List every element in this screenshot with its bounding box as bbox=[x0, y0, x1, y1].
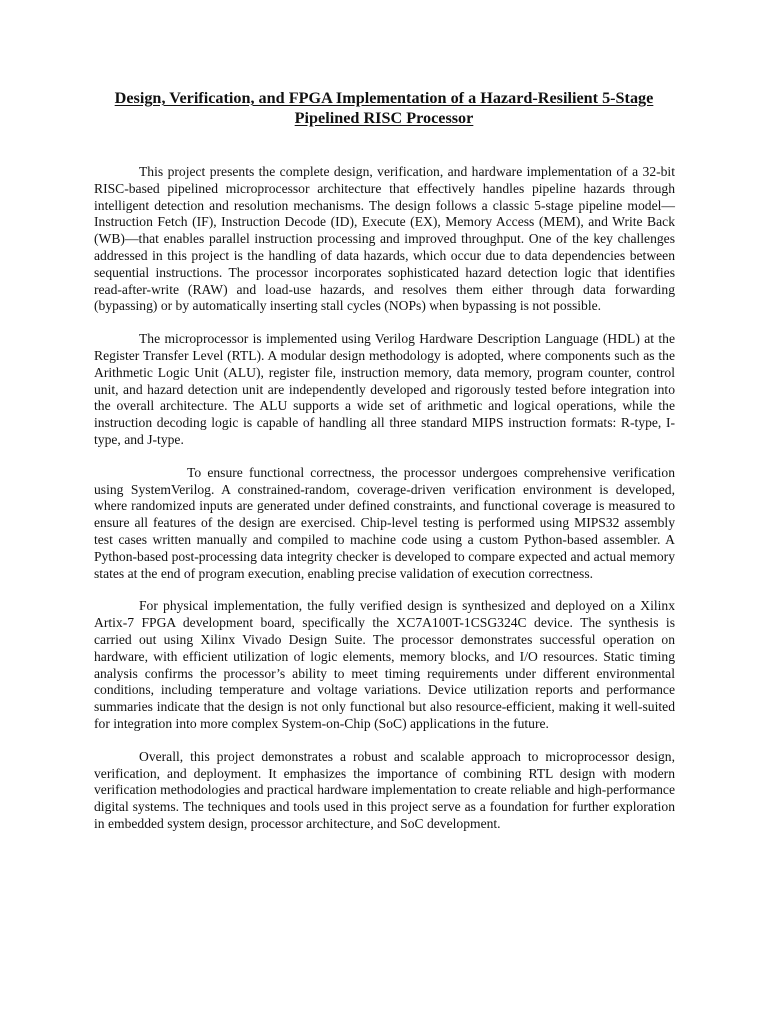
paragraph-implementation: The microprocessor is implemented using Verilog Hardware Description Language (HDL) at the Register Transfer Level (RTL). A modular design methodology is adopted, where components such as the Arithmetic Logic Unit (ALU), register file, instruction memory, data memory, program counter, control unit, and hazard detection unit are independently developed and rigorously tested before integration into the overall architecture. The ALU supports a wide set of arithmetic and logical operations, while the instruction decoding logic is capable of handling all three standard MIPS instruction formats: R-type, I-type, and J-type. bbox=[94, 331, 675, 447]
document-title: Design, Verification, and FPGA Implementation of a Hazard-Resilient 5-Stage Pipelined RISC Processor bbox=[114, 89, 654, 127]
paragraph-physical-implementation: For physical implementation, the fully verified design is synthesized and deployed on a Xilinx Artix-7 FPGA development board, specifically the XC7A100T-1CSG324C device. The synthesis is carried out using Xilinx Vivado Design Suite. The processor demonstrates successful operation on hardware, with efficient utilization of logic elements, memory blocks, and I/O resources. Static timing analysis confirms the processor’s ability to meet timing requirements under different environmental conditions, including temperature and voltage variations. Device utilization reports and performance summaries indicate that the design is not only functional but also resource-efficient, making it well-suited for integration into more complex System-on-Chip (SoC) applications in the future. bbox=[94, 598, 675, 731]
paragraph-verification: To ensure functional correctness, the processor undergoes comprehensive verification using SystemVerilog. A constrained-random, coverage-driven verification environment is developed, where randomized inputs are generated under defined constraints, and functional coverage is measured to ensure all features of the design are exercised. Chip-level testing is performed using MIPS32 assembly test cases written manually and compiled to machine code using a custom Python-based assembler. A Python-based post-processing data integrity checker is developed to compare expected and actual memory states at the end of program execution, enabling precise validation of execution correctness. bbox=[94, 464, 675, 581]
paragraph-conclusion: Overall, this project demonstrates a robust and scalable approach to microprocessor design, verification, and deployment. It emphasizes the importance of combining RTL design with modern verification methodologies and practical hardware implementation to create reliable and high-performance digital systems. The techniques and tools used in this project serve as a foundation for further exploration in embedded system design, processor architecture, and SoC development. bbox=[94, 748, 675, 831]
document-body bbox=[94, 164, 675, 849]
paragraph-introduction: This project presents the complete design, verification, and hardware implementation of a 32-bit RISC-based pipelined microprocessor architecture that effectively handles pipeline hazards through intelligent detection and resolution mechanisms. The design follows a classic 5-stage pipeline model—Instruction Fetch (IF), Instruction Decode (ID), Execute (EX), Memory Access (MEM), and Write Back (WB)—that enables parallel instruction processing and improved throughput. One of the key challenges addressed in this project is the handling of data hazards, which occur due to data dependencies between sequential instructions. The processor incorporates sophisticated hazard detection logic that identifies read-after-write (RAW) and load-use hazards, and resolves them either through data forwarding (bypassing) or by automatically inserting stall cycles (NOPs) when bypassing is not possible. bbox=[94, 164, 675, 314]
